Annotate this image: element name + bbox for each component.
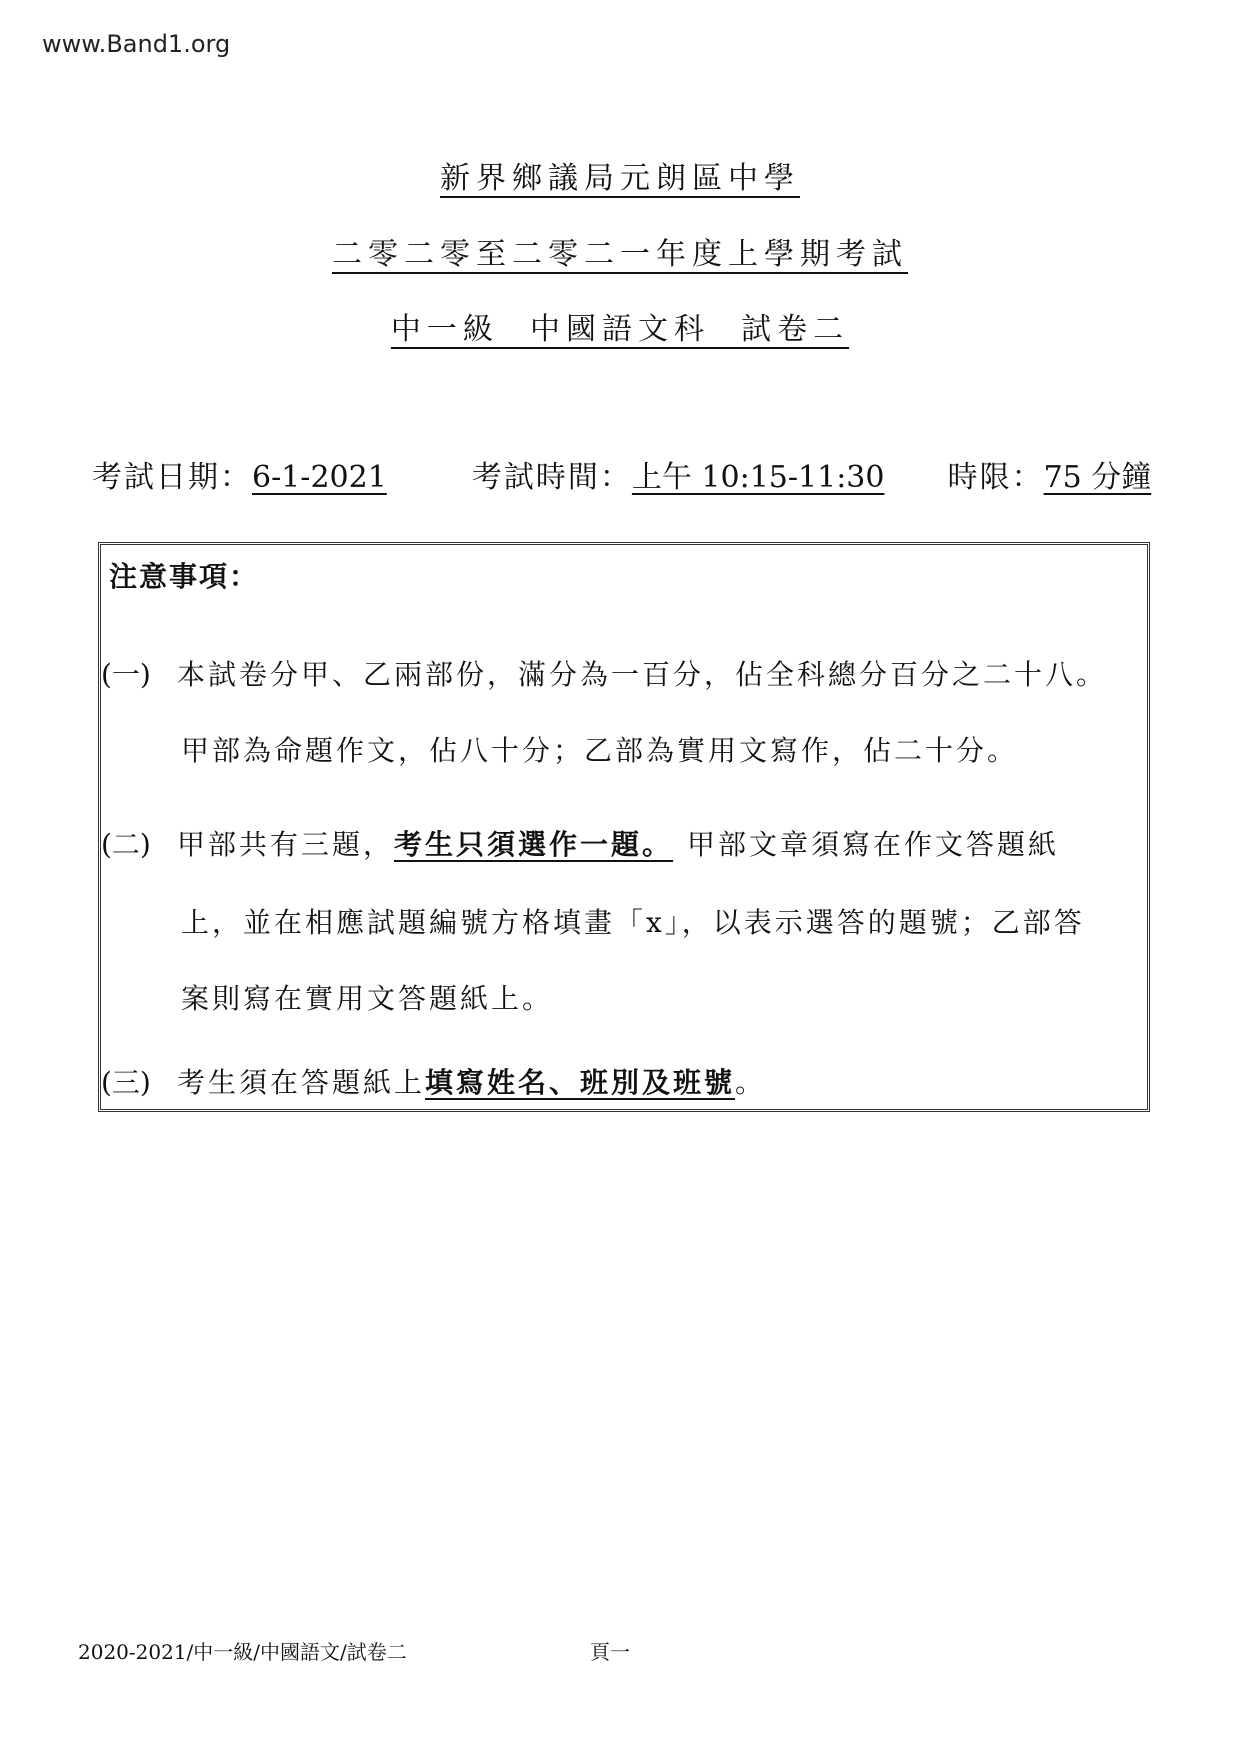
- school-name: [0, 153, 1240, 197]
- item-number: (一): [101, 658, 151, 691]
- exam-title: [0, 229, 1240, 273]
- item-text: 考生須在答題紙上: [177, 1066, 426, 1099]
- time-limit-label: 時限：: [947, 460, 1044, 495]
- emphasis-text: 考生只須選作一題。: [394, 828, 674, 861]
- paper-title: [0, 304, 1240, 348]
- watermark-url: www.Band1.org: [42, 30, 231, 58]
- notice-item-1-continued: 甲部為命題作文，佔八十分；乙部為實用文寫作，佔二十分。: [181, 734, 1019, 767]
- footer-page-number: 頁一: [590, 1640, 630, 1664]
- notice-item-2: [101, 823, 1059, 863]
- exam-date-label: 考試日期：: [92, 460, 252, 495]
- footer-paper-code: 2020-2021/中一級/中國語文/試卷二: [78, 1640, 407, 1664]
- school-name-text: 新界鄉議局元朗區中學: [440, 161, 800, 196]
- notice-item-2-continued: 上，並在相應試題編號方格填畫「x」，以表示選答的題號；乙部答: [181, 906, 1085, 939]
- notice-item-2-continued: 案則寫在實用文答題紙上。: [181, 982, 554, 1015]
- item-text: 甲部文章須寫在作文答題紙: [687, 828, 1060, 861]
- notice-item-3: [101, 1061, 766, 1101]
- item-text: 甲部共有三題，: [177, 828, 395, 861]
- exam-info-row: [92, 452, 1152, 496]
- item-number: (三): [101, 1066, 151, 1099]
- item-number: (二): [101, 828, 151, 861]
- notice-title: 注意事項：: [109, 560, 260, 593]
- emphasis-text: 填寫姓名、班別及班號: [425, 1066, 736, 1099]
- item-text: 本試卷分甲、乙兩部份，滿分為一百分，佔全科總分百分之二十八。: [177, 658, 1108, 691]
- exam-time-label: 考試時間：: [471, 460, 632, 495]
- exam-time-value: 上午 10:15-11:30: [631, 460, 885, 495]
- notice-box: [98, 542, 1150, 1112]
- paper-title-text: 中一級 中國語文科 試卷二: [390, 312, 850, 347]
- exam-date-value: 6-1-2021: [252, 460, 387, 495]
- time-limit-value: 75 分鐘: [1043, 460, 1152, 495]
- exam-title-text: 二零二零至二零二一年度上學期考試: [332, 237, 908, 272]
- notice-item-1: [101, 653, 1107, 693]
- item-text: 。: [735, 1066, 767, 1099]
